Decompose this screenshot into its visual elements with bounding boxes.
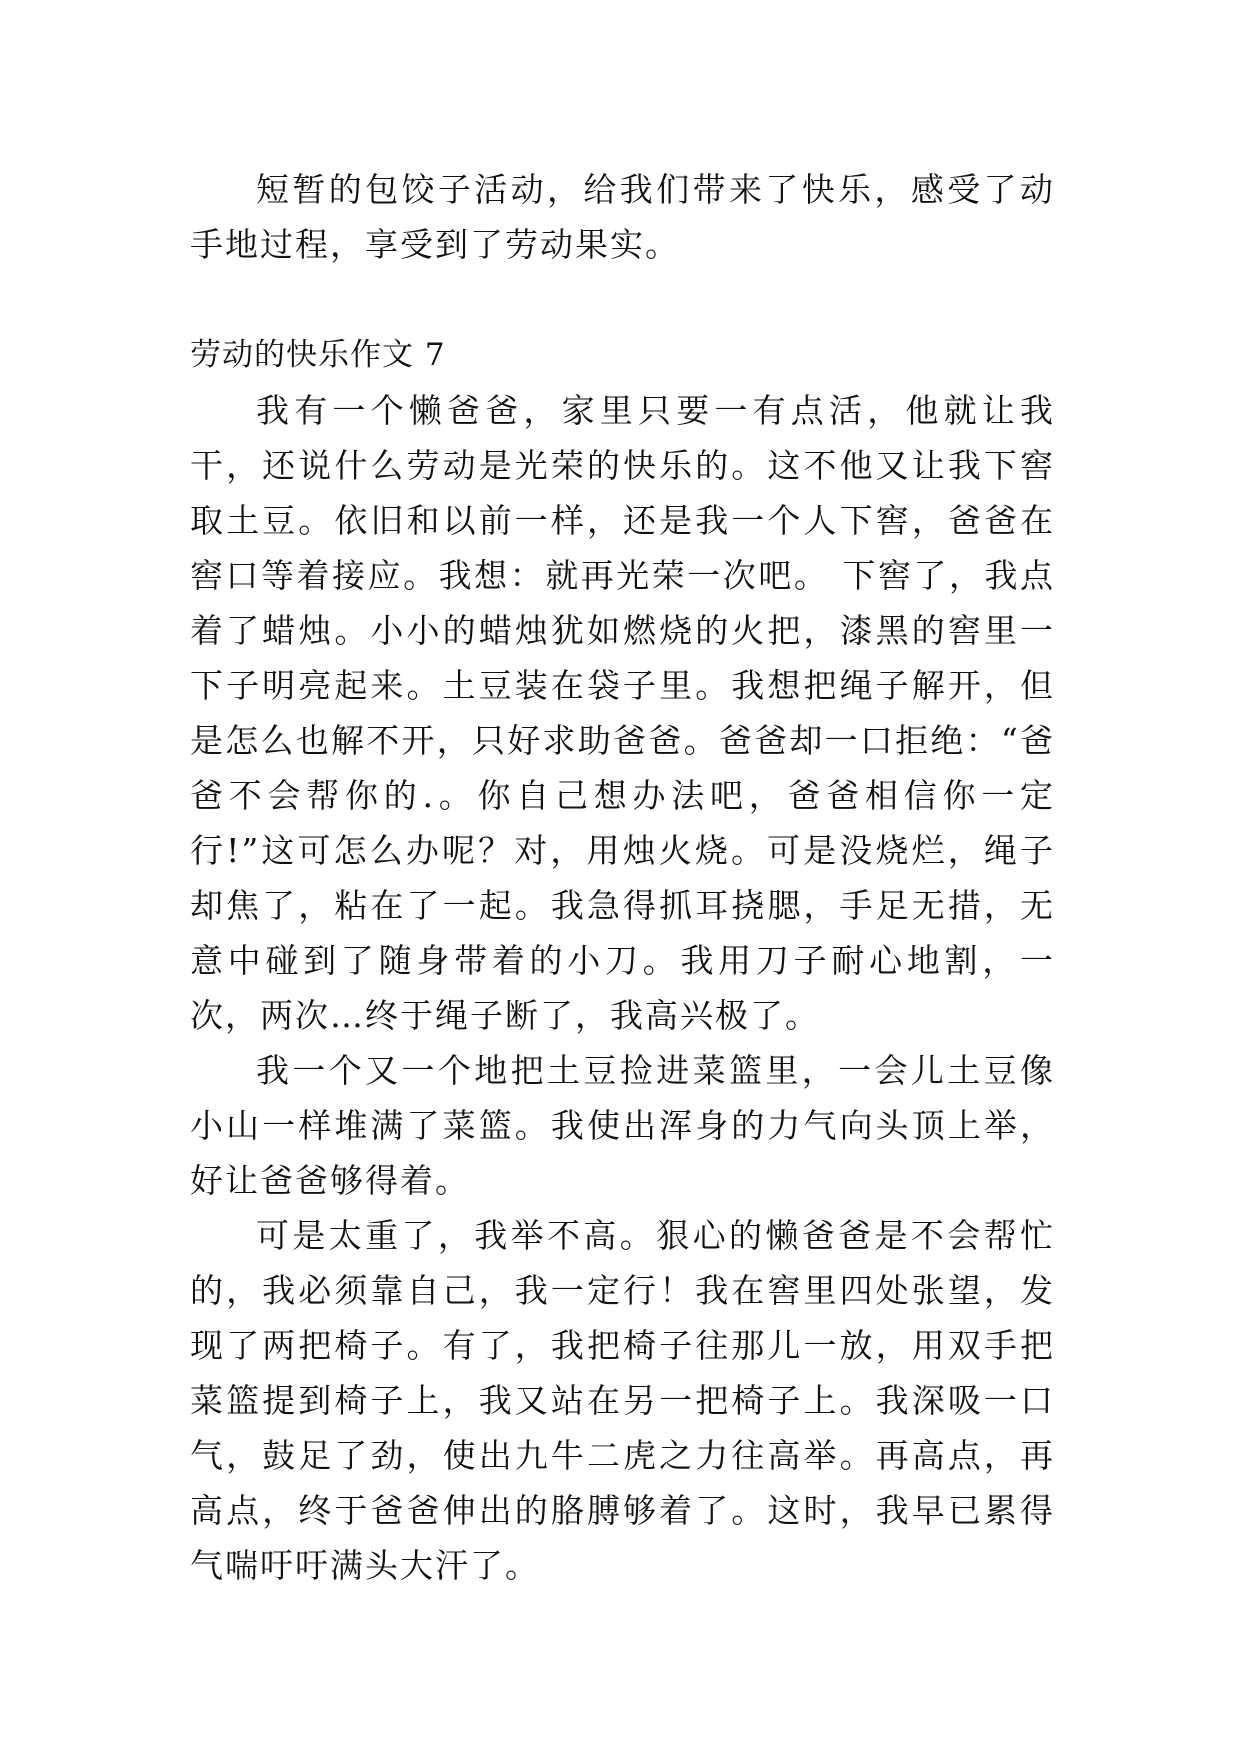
document-body [190, 162, 1055, 1593]
paragraph-lifting-basket: 可是太重了，我举不高。狠心的懒爸爸是不会帮忙的，我必须靠自己，我一定行！我在窖里四处张望，发现了两把椅子。有了，我把椅子往那儿一放，用双手把菜篮提到椅子上，我又站在另一把椅子上。我深吸一口气，鼓足了劲，使出九牛二虎之力往高举。再高点，再高点，终于爸爸伸出的胳膊够着了。这时，我早已累得气喘吁吁满头大汗了。 [190, 1216, 1055, 1585]
essay-heading: 劳动的快乐作文 7 [190, 337, 446, 373]
paragraph-spacer [190, 272, 1055, 328]
paragraph-dumpling-activity: 短暂的包饺子活动，给我们带来了快乐，感受了动手地过程，享受到了劳动果实。 [190, 170, 1055, 264]
paragraph-lazy-dad: 我有一个懒爸爸，家里只要一有点活，他就让我干，还说什么劳动是光荣的快乐的。这不他又让我下窖取土豆。依旧和以前一样，还是我一个人下窖，爸爸在窖口等着接应。我想：就再光荣一次吧。 下窖了，我点着了蜡烛。小小的蜡烛犹如燃烧的火把，漆黑的窖里一下子明亮起来。土豆装在袋子里。我想把绳子解开，但是怎么也解不开，只好求助爸爸。爸爸却一口拒绝：“爸爸不会帮你的.。你自己想办法吧，爸爸相信你一定行!”这可怎么办呢？对，用烛火烧。可是没烧烂，绳子却焦了，粘在了一起。我急得抓耳挠腮，手足无措，无意中碰到了随身带着的小刀。我用刀子耐心地割，一次，两次…终于绳子断了，我高兴极了。 [190, 391, 1055, 1035]
paragraph-potato-basket: 我一个又一个地把土豆捡进菜篮里，一会儿土豆像小山一样堆满了菜篮。我使出浑身的力气向头顶上举，好让爸爸够得着。 [190, 1051, 1055, 1200]
